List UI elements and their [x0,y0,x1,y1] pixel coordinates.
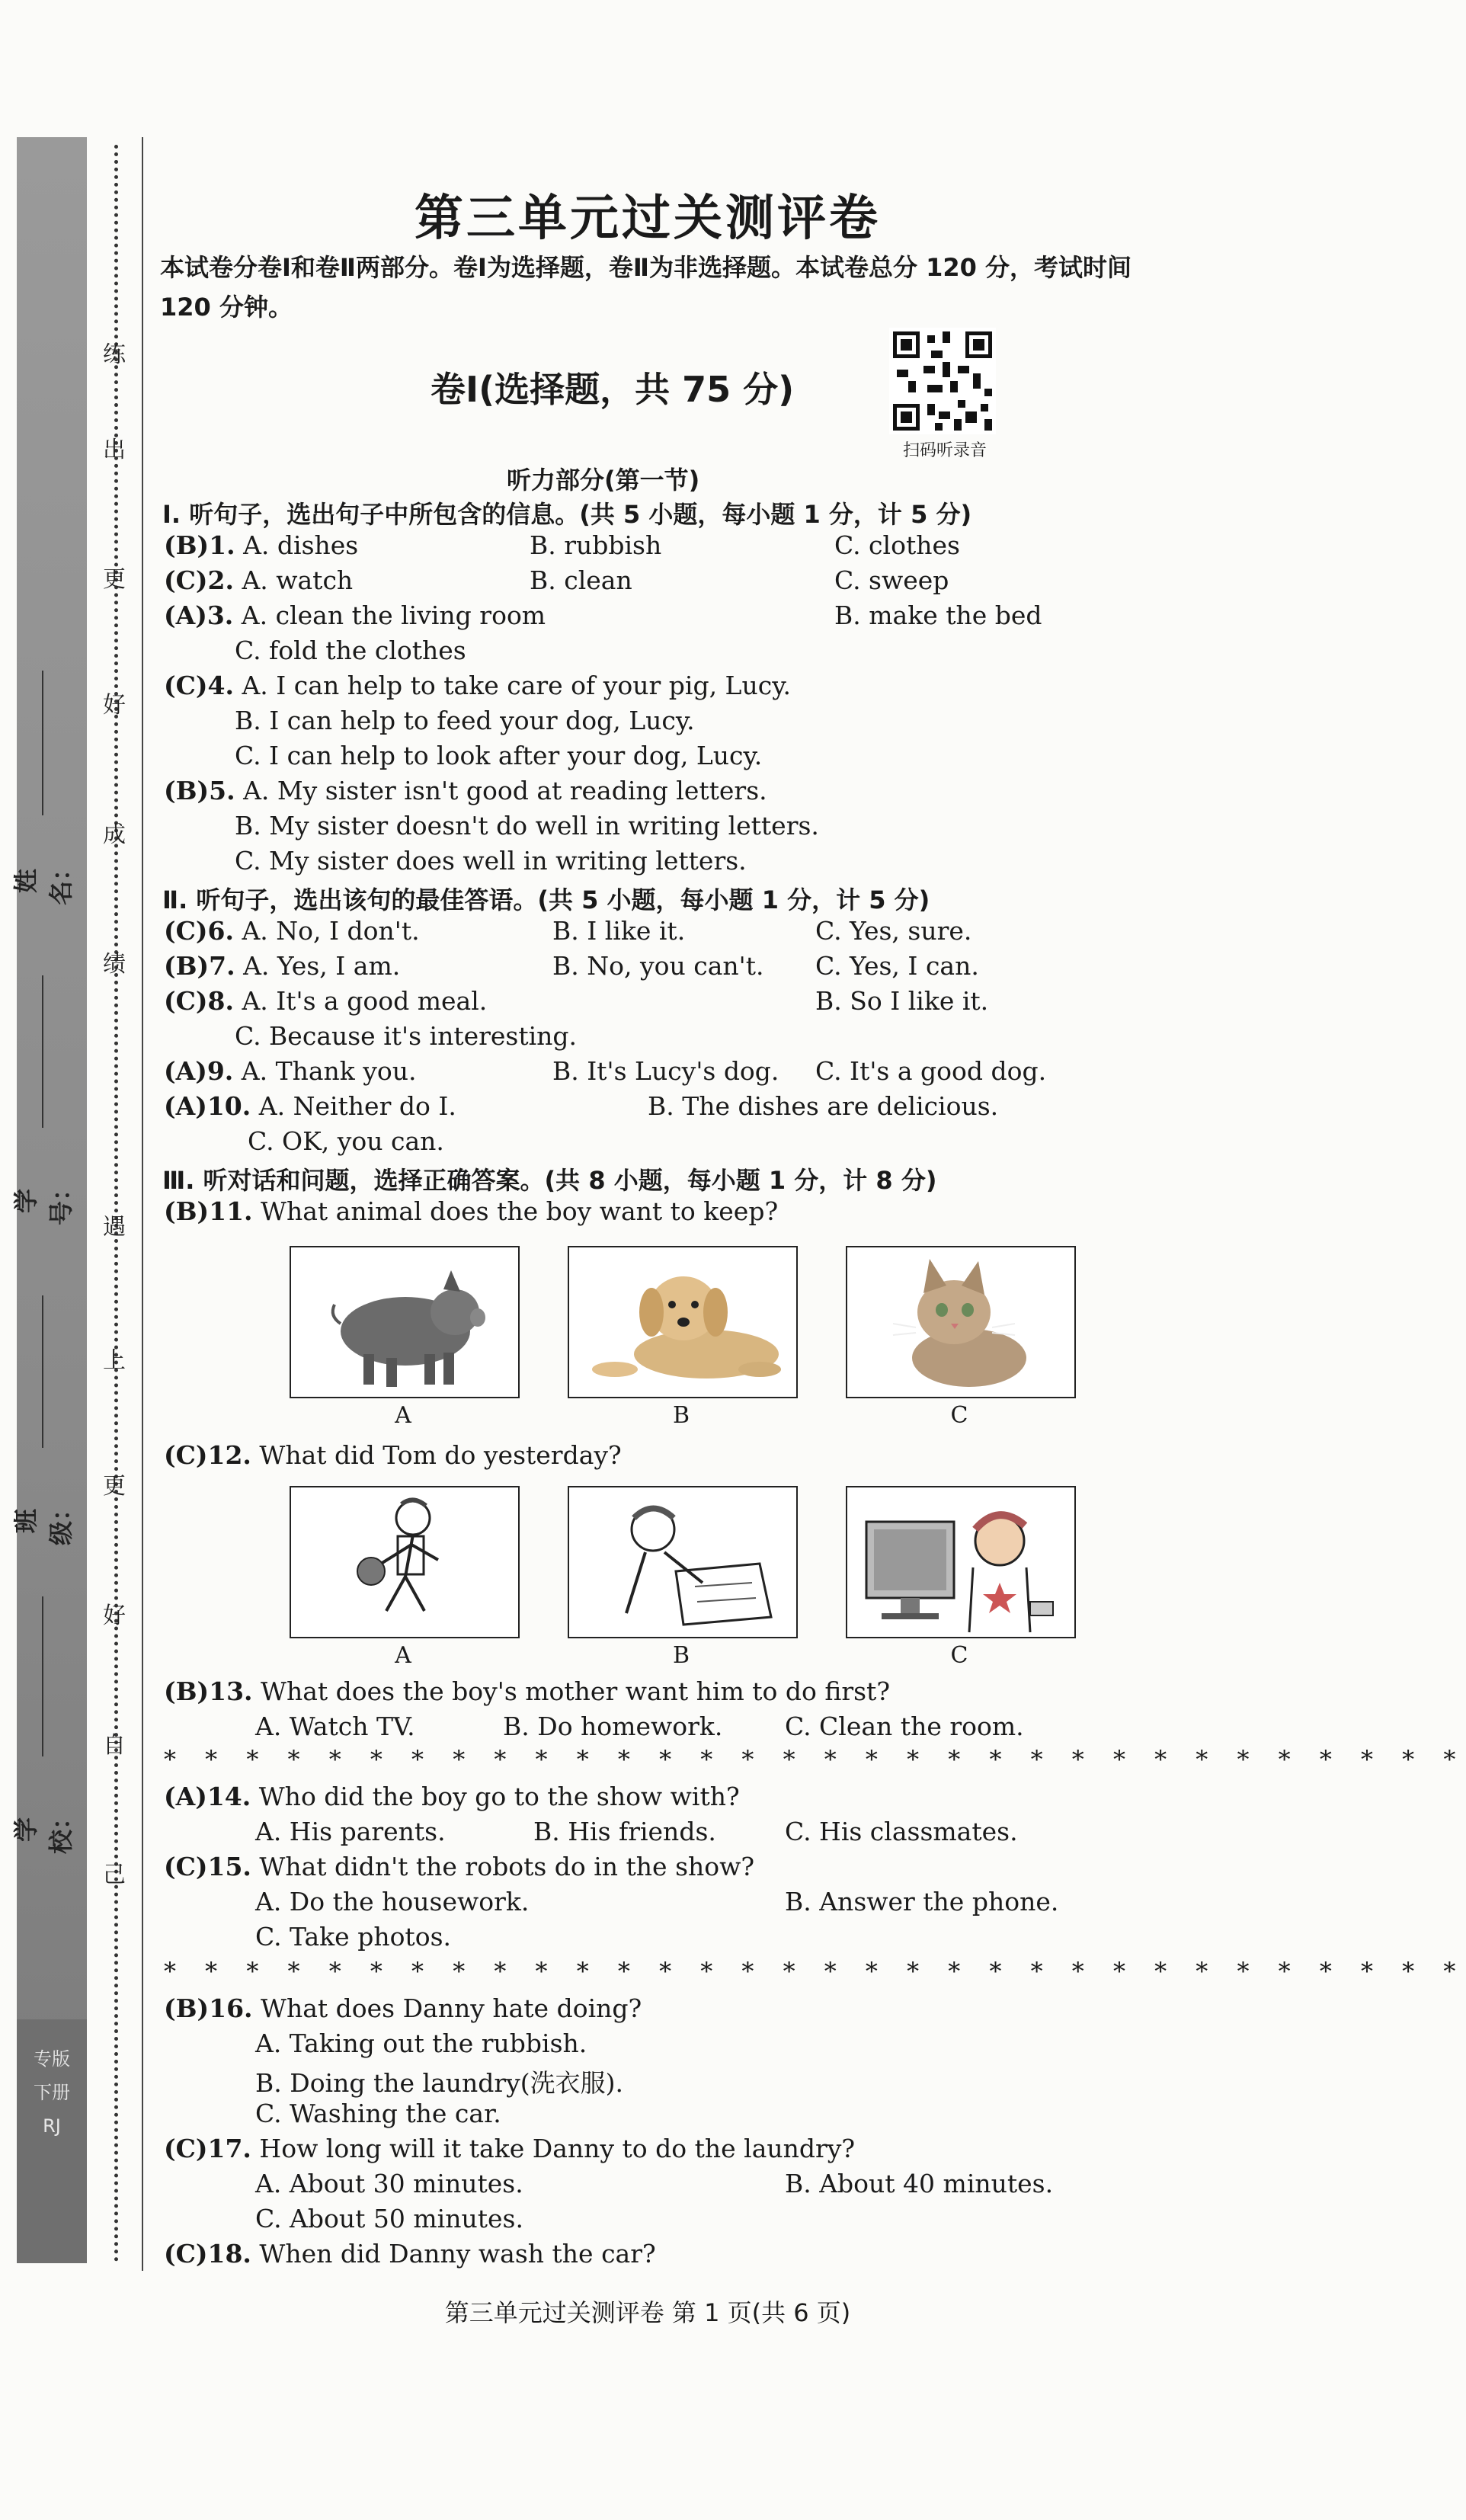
option-a: A. I can help to take care of your pig, Lucy. [242,671,791,700]
option-b: B. clean [530,565,632,595]
question-text: How long will it take Danny to do the laundry? [259,2134,856,2163]
picture-label: B [672,1402,690,1429]
option-c: C. His classmates. [785,1817,1018,1846]
question-number: 13. [209,1676,253,1706]
option-b: B. About 40 minutes. [785,2169,1054,2198]
option-c: C. Yes, I can. [815,951,979,981]
option-b: B. So I like it. [815,986,989,1016]
option-b: B. make the bed [834,600,1042,630]
motto-char: 更 [103,1473,126,1500]
option-a: A. My sister isn't good at reading letters. [243,776,767,805]
motto-char: 练 [103,341,126,368]
answer-mark: (C) [164,2134,208,2163]
answer-mark: (B) [164,1196,210,1226]
question-4 [164,671,791,700]
answer-mark: (C) [164,1440,208,1470]
cat-icon [847,1247,1074,1397]
motto-char: 绩 [103,951,126,978]
section-heading: Ⅰ. 听句子，选出句子中所包含的信息。(共 5 小题，每小题 1 分，计 5 分) [162,500,972,529]
option-a: A. No, I don't. [242,916,420,946]
picture-label: A [395,1642,411,1669]
answer-mark: (A) [164,1056,207,1086]
option-b: B. I like it. [552,916,686,946]
question-number: 17. [207,2134,251,2163]
question-text: What did Tom do yesterday? [259,1440,622,1470]
question-16 [164,1993,642,2023]
option-c: C. fold the clothes [235,636,466,665]
picture-option-b-dog [568,1246,798,1398]
school-field[interactable] [11,1795,75,1865]
question-7 [164,951,400,981]
answer-mark: (C) [164,916,208,946]
answer-mark: (A) [164,1782,207,1811]
page-title: 第三单元过关测评卷 [415,191,881,247]
question-number: 6. [207,916,234,946]
answer-mark: (B) [164,1676,210,1706]
option-b: B. I can help to feed your dog, Lucy. [235,706,695,735]
option-a: A. Do the housework. [255,1887,530,1916]
picture-option-b-homework [568,1486,798,1638]
motto-char: 遇 [103,1214,126,1241]
answer-mark: (B) [164,1993,210,2023]
question-3 [164,600,546,630]
option-a: A. clean the living room [241,600,546,630]
question-13 [164,1676,890,1706]
dog-icon [569,1247,796,1397]
question-number: 7. [209,951,235,981]
question-number: 15. [207,1852,251,1881]
option-b: B. It's Lucy's dog. [552,1056,779,1086]
option-a: A. Thank you. [241,1056,417,1086]
exam-instructions: 本试卷分卷Ⅰ和卷Ⅱ两部分。卷Ⅰ为选择题，卷Ⅱ为非选择题。本试卷总分 120 分，考试时间 120 分钟。 [160,253,1132,322]
question-number: 14. [206,1782,251,1811]
option-c: C. clothes [834,530,960,560]
option-b: B. Answer the phone. [785,1887,1059,1916]
option-a: A. dishes [243,530,359,560]
edition-line: 下册 [34,2082,70,2103]
option-b: B. No, you can't. [552,951,764,981]
question-text: Who did the boy go to the show with? [258,1782,740,1811]
option-c: C. OK, you can. [248,1126,444,1156]
question-number: 8. [207,986,234,1016]
field-line [42,671,43,815]
answer-mark: (A) [164,600,207,630]
option-c: C. I can help to look after your dog, Lucy. [235,741,763,770]
listening-header: 听力部分(第一节) [507,466,700,495]
option-a: A. His parents. [255,1817,446,1846]
edition-line: RJ [43,2115,61,2137]
picture-label: B [672,1642,690,1669]
option-a: A. Neither do I. [258,1091,456,1121]
option-b: B. His friends. [533,1817,716,1846]
field-label: 班级： [11,1497,75,1546]
motto-char: 出 [103,437,126,463]
option-a: A. Watch TV. [255,1711,415,1741]
option-c: C. My sister does well in writing letters. [235,846,747,876]
field-line [42,1295,43,1448]
motto-char: 成 [103,821,126,848]
section-heading: Ⅲ. 听对话和问题，选择正确答案。(共 8 小题，每小题 1 分，计 8 分) [162,1166,937,1195]
question-number: 4. [207,671,234,700]
qr-code-icon[interactable] [889,328,996,434]
part-one-title: 卷Ⅰ(选择题，共 75 分) [431,369,795,410]
option-c: C. Take photos. [255,1922,451,1952]
option-c: C. About 50 minutes. [255,2204,523,2233]
option-b: B. My sister doesn't do well in writing letters. [235,811,819,841]
answer-mark: (C) [164,1852,208,1881]
field-label: 学校： [11,1805,75,1855]
picture-label: C [950,1642,968,1669]
option-a: A. About 30 minutes. [255,2169,523,2198]
question-number: 16. [209,1993,253,2023]
question-number: 12. [207,1440,251,1470]
option-b: B. Do homework. [503,1711,723,1741]
option-b: B. Doing the laundry(洗衣服). [255,2068,624,2098]
option-a: A. Yes, I am. [243,951,401,981]
picture-label: C [950,1402,968,1429]
picture-option-c-computer [846,1486,1076,1638]
question-8 [164,986,487,1016]
question-14 [164,1782,740,1811]
motto-char: 上 [103,1347,126,1374]
name-field[interactable] [11,846,75,916]
pig-icon [291,1247,518,1397]
option-c: C. Clean the room. [785,1711,1024,1741]
question-9 [164,1056,417,1086]
answer-mark: (C) [164,2239,208,2269]
answer-mark: (C) [164,986,208,1016]
question-number: 18. [207,2239,251,2269]
class-field[interactable] [11,1486,75,1556]
question-1 [164,530,358,560]
option-a: A. Taking out the rubbish. [255,2028,587,2058]
question-10 [164,1091,456,1121]
page-footer: 第三单元过关测评卷 第 1 页(共 6 页) [444,2298,851,2327]
student-id-field[interactable] [11,1166,75,1236]
question-5 [164,776,767,805]
answer-mark: (B) [164,776,210,805]
answer-mark: (C) [164,565,208,595]
option-a: A. watch [242,565,354,595]
question-11 [164,1196,778,1226]
question-17 [164,2134,855,2163]
motto-char: 更 [103,566,126,593]
question-text: What animal does the boy want to keep? [261,1196,779,1226]
edition-line: 专版 [34,2048,70,2070]
picture-label: A [395,1402,411,1429]
question-number: 11. [209,1196,253,1226]
question-number: 2. [207,565,234,595]
option-a: A. It's a good meal. [242,986,488,1016]
answer-mark: (A) [164,1091,207,1121]
writing-boy-icon [569,1487,796,1637]
field-line [42,1596,43,1756]
question-number: 5. [209,776,235,805]
field-label: 学号： [11,1177,75,1226]
question-15 [164,1852,754,1881]
question-12 [164,1440,622,1470]
question-18 [164,2239,656,2269]
question-number: 1. [209,530,235,560]
question-text: What didn't the robots do in the show? [259,1852,755,1881]
motto-char: 好 [103,1603,126,1629]
motto-char: 自 [103,1732,126,1759]
picture-option-a-pig [290,1246,520,1398]
question-6 [164,916,420,946]
picture-option-c-cat [846,1246,1076,1398]
option-c: C. Because it's interesting. [235,1021,578,1051]
question-number: 3. [206,600,234,630]
basketball-player-icon [291,1487,518,1637]
picture-option-a-basketball [290,1486,520,1638]
margin-line [142,137,143,2271]
question-number: 9. [206,1056,234,1086]
question-2 [164,565,353,595]
answer-mark: (B) [164,530,210,560]
separator-stars: * * * * * * * * * * * * * * * * * * * * * * * * * * * * * * * * [164,1745,1466,1774]
edition-label [21,2042,82,2143]
computer-boy-icon [847,1487,1074,1637]
question-text: When did Danny wash the car? [259,2239,656,2269]
qr-caption: 扫码听录音 [902,441,987,460]
motto-char: 己 [103,1862,126,1888]
option-c: C. sweep [834,565,949,595]
field-label: 姓名： [11,857,75,906]
motto-char: 好 [103,692,126,719]
field-line [42,975,43,1128]
option-b: B. The dishes are delicious. [648,1091,999,1121]
option-c: C. Washing the car. [255,2099,501,2128]
option-c: C. Yes, sure. [815,916,972,946]
question-number: 10. [206,1091,251,1121]
answer-mark: (C) [164,671,208,700]
question-text: What does the boy's mother want him to do first? [261,1676,891,1706]
option-b: B. rubbish [530,530,662,560]
option-c: C. It's a good dog. [815,1056,1047,1086]
separator-stars: * * * * * * * * * * * * * * * * * * * * * * * * * * * * * * * * [164,1957,1466,1986]
question-text: What does Danny hate doing? [261,1993,642,2023]
section-heading: Ⅱ. 听句子，选出该句的最佳答语。(共 5 小题，每小题 1 分，计 5 分) [162,885,930,914]
answer-mark: (B) [164,951,210,981]
